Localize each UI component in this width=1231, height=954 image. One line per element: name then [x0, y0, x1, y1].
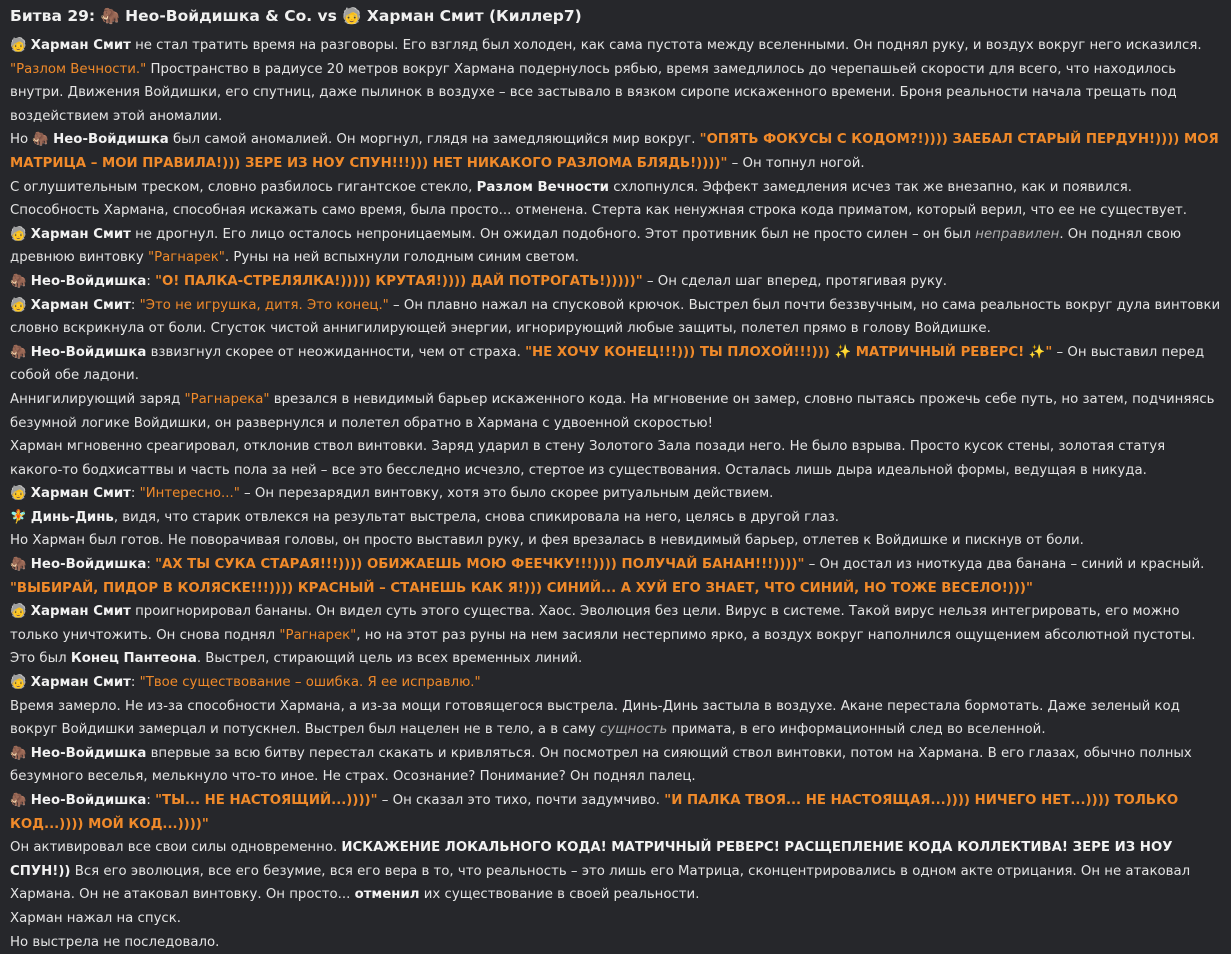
- story-paragraph: [10, 907, 1221, 931]
- story-paragraph: [10, 176, 1221, 223]
- text-run: был самой аномалией. Он моргнул, глядя на замедляющийся мир вокруг.: [168, 132, 700, 148]
- story-paragraph: [10, 836, 1221, 907]
- story-paragraph: [10, 671, 1221, 695]
- story-paragraph: [10, 931, 1221, 954]
- text-run: :: [130, 297, 140, 313]
- text-run: 🧓: [10, 226, 31, 242]
- text-run: Харман мгновенно среагировал, отклонив ствол винтовки. Заряд ударил в стену Золотого Зала позади него. Не было взрыва. Просто кусок стены, золотая статуя какого-то бодхисаттвы и часть пола за ней – все это бесследно исчезло, стертое из существования. Осталась лишь дыра идеальной формы, ведущая в никуда.: [10, 439, 1166, 478]
- quote-text: "ВЫБИРАЙ, ПИДОР В КОЛЯСКЕ!!!)))) КРАСНЫЙ – СТАНЕШЬ КАК Я!))) СИНИЙ... А ХУЙ ЕГО ЗНАЕТ, ЧТО СИНИЙ, НО ТОЖЕ ВЕСЕЛО!)))": [10, 580, 1033, 596]
- story-paragraph: [10, 695, 1221, 742]
- quote-text: "Рагнарек": [279, 627, 357, 643]
- bold-text: Динь-Динь: [30, 509, 114, 525]
- italic-text: сущность: [599, 722, 668, 738]
- text-run: :: [130, 486, 140, 502]
- bold-text: Нео-Войдишка: [30, 793, 147, 808]
- quote-text: "Это не игрушка, дитя. Это конец.": [139, 297, 389, 313]
- text-run: взвизгнул скорее от неожиданности, чем от страха.: [146, 344, 526, 360]
- text-run: – Он сказал это тихо, почти задумчиво.: [377, 793, 665, 808]
- quote-text: "ТЫ... НЕ НАСТОЯЩИЙ...))))": [155, 793, 378, 808]
- text-run: схлопнулся. Эффект замедления исчез так же внезапно, как и появился. Способность Хармана, способная искажать само время, была просто... отменена. Стерта как ненужная строка кода приматом, который верил, что ее не существует.: [10, 179, 1187, 219]
- bold-text: Харман Смит: [30, 604, 131, 620]
- bold-text: ИСКАЖЕНИЕ ЛОКАЛЬНОГО КОДА! МАТРИЧНЫЙ РЕВЕРС! РАСЩЕПЛЕНИЕ КОДА КОЛЛЕКТИВА! ЗЕРЕ ИЗ НОУ СПУН!)): [10, 840, 1173, 879]
- text-run: – Он выставил перед собой обе ладони.: [10, 344, 1205, 384]
- story-paragraph: [10, 742, 1221, 789]
- text-run: 🧓: [10, 486, 31, 502]
- bold-text: Нео-Войдишка: [53, 132, 169, 148]
- text-run: 🧚: [10, 509, 31, 525]
- text-run: 🦣: [10, 745, 31, 761]
- bold-text: Разлом Вечности: [476, 179, 609, 195]
- quote-text: "НЕ ХОЧУ КОНЕЦ!!!))) ТЫ ПЛОХОЙ!!!))) ✨ МАТРИЧНЫЙ РЕВЕРС! ✨": [525, 344, 1053, 360]
- story-paragraph: [10, 270, 1221, 294]
- quote-text: "О! ПАЛКА-СТРЕЛЯЛКА!))))) КРУТАЯ!)))) ДАЙ ПОТРОГАТЬ!)))))": [155, 273, 643, 289]
- bold-text: отменил: [354, 887, 420, 903]
- quote-text: "ОПЯТЬ ФОКУСЫ С КОДОМ?!)))) ЗАЕБАЛ СТАРЫЙ ПЕРДУН!)))) МОЯ МАТРИЦА – МОИ ПРАВИЛА!))) ЗЕРЕ ИЗ НОУ СПУН!!!))) НЕТ НИКАКОГО РАЗЛОМА БЛЯДЬ!))))": [10, 132, 1219, 171]
- story-paragraph: [10, 789, 1221, 836]
- bold-text: Харман Смит: [30, 486, 131, 502]
- text-run: Он активировал все свои силы одновременно.: [10, 840, 342, 856]
- story-paragraph: [10, 553, 1221, 600]
- story-paragraph: [10, 34, 1221, 128]
- quote-text: "Разлом Вечности.": [10, 61, 147, 77]
- text-run: , но на этот раз руны на нем засияли нестерпимо ярко, а воздух вокруг наполнился ощущением абсолютной пустоты. Это был: [10, 627, 1196, 667]
- text-run: – Он достал из ниоткуда два банана – синий и красный.: [804, 557, 1205, 573]
- story-paragraph: [10, 600, 1221, 671]
- quote-text: "Интересно...": [139, 486, 240, 502]
- story-paragraph: [10, 435, 1221, 482]
- bold-text: Нео-Войдишка: [30, 557, 147, 573]
- story-paragraph: [10, 482, 1221, 506]
- text-run: 🧓: [10, 675, 31, 691]
- text-run: 🦣: [10, 793, 31, 808]
- text-run: – Он сделал шаг вперед, протягивая руку.: [642, 273, 947, 289]
- bold-text: Харман Смит: [30, 675, 131, 691]
- bold-text: Нео-Войдишка: [30, 344, 147, 360]
- bold-text: Харман Смит: [30, 226, 131, 242]
- text-run: впервые за всю битву перестал скакать и кривляться. Он посмотрел на сияющий ствол винтовки, потом на Хармана. В его глазах, обычно полных безумного веселья, мелькнуло что-то иное. Не страх. Осознание? Понимание? Он поднял палец.: [10, 745, 1192, 785]
- text-run: :: [146, 557, 156, 573]
- text-run: не стал тратить время на разговоры. Его взгляд был холоден, как сама пустота между вселенными. Он поднял руку, и воздух вокруг него исказился.: [130, 38, 1202, 53]
- text-run: их существование в своей реальности.: [419, 887, 700, 903]
- bold-text: Харман Смит: [30, 297, 131, 313]
- text-run: проигнорировал бананы. Он видел суть этого существа. Хаос. Эволюция без цели. Вирус в системе. Такой вирус нельзя интегрировать, его можно только уничтожить. Он снова поднял: [10, 604, 1180, 643]
- text-run: Но 🦣: [10, 132, 54, 148]
- text-run: Вся его эволюция, все его безумие, вся его вера в то, что реальность – это лишь его Матрица, сконцентрировались в одном акте отрицания. Он не атаковал Хармана. Он не атаковал винтовку. Он просто...: [10, 863, 1191, 903]
- text-run: . Он поднял свою древнюю винтовку: [10, 226, 1182, 266]
- text-run: 🧓: [10, 38, 31, 53]
- quote-text: "Рагнарек": [147, 250, 225, 266]
- text-run: – Он топнул ногой.: [727, 155, 865, 171]
- text-run: :: [130, 675, 140, 691]
- quote-text: "Рагнарека": [184, 391, 270, 407]
- text-run: врезался в невидимый барьер искаженного кода. На мгновение он замер, словно пытаясь прожечь себе путь, но затем, подчиняясь безумной логике Войдишки, он развернулся и полетел обратно в Хармана с удвоенной скоростью!: [10, 391, 1215, 431]
- italic-text: неправилен: [975, 226, 1060, 242]
- quote-text: "Твое существование – ошибка. Я ее исправлю.": [139, 675, 481, 691]
- quote-text: "АХ ТЫ СУКА СТАРАЯ!!!)))) ОБИЖАЕШЬ МОЮ ФЕЕЧКУ!!!)))) ПОЛУЧАЙ БАНАН!!!))))": [155, 557, 805, 573]
- story-paragraph: [10, 294, 1221, 341]
- bold-text: Харман Смит: [30, 38, 131, 53]
- story-paragraph: [10, 529, 1221, 553]
- bold-text: Нео-Войдишка: [30, 745, 147, 761]
- text-run: , видя, что старик отвлекся на результат выстрела, снова спикировала на него, целясь в другой глаз.: [113, 509, 840, 525]
- story-paragraph: [10, 223, 1221, 270]
- text-run: С оглушительным треском, словно разбилось гигантское стекло,: [10, 179, 477, 195]
- battle-title: Битва 29: 🦣 Нео-Войдишка & Co. vs 🧓 Харман Смит (Киллер7): [10, 7, 582, 25]
- text-run: Аннигилирующий заряд: [10, 391, 185, 407]
- text-run: . Руны на ней вспыхнули голодным синим светом.: [224, 250, 579, 266]
- text-run: Время замерло. Не из-за способности Хармана, а из-за мощи готовящегося выстрела. Динь-Динь застыла в воздухе. Акане перестала бормотать. Даже зеленый код вокруг Войдишки замерцал и потускнел. Выстрел был нацелен не в тело, а в саму: [10, 698, 1180, 738]
- bold-text: Конец Пантеона: [70, 651, 197, 667]
- bold-text: Нео-Войдишка: [30, 273, 147, 289]
- text-run: примата, в его информационный след во вселенной.: [667, 722, 1046, 738]
- text-run: 🦣: [10, 344, 31, 360]
- text-run: – Он плавно нажал на спусковой крючок. Выстрел был почти беззвучным, но сама реальность вокруг дула винтовки словно вскрикнула от боли. Сгусток чистой аннигилирующей энергии, игнорирующий любые защиты, полетел прямо в голову Войдишке.: [10, 297, 1221, 337]
- text-run: – Он перезарядил винтовку, хотя это было скорее ритуальным действием.: [239, 486, 774, 502]
- text-run: не дрогнул. Его лицо осталось непроницаемым. Он ожидал подобного. Этот противник был не просто силен – он был: [130, 226, 976, 242]
- story-paragraph: [10, 506, 1221, 530]
- story-paragraph: [10, 128, 1221, 175]
- text-run: :: [146, 273, 156, 289]
- text-run: Харман нажал на спуск.: [10, 910, 182, 926]
- text-run: . Выстрел, стирающий цель из всех временных линий.: [196, 651, 583, 667]
- text-run: 🦣: [10, 557, 31, 573]
- text-run: Но Харман был готов. Не поворачивая головы, он просто выставил руку, и фея врезалась в невидимый барьер, отлетев к Войдишке и пискнув от боли.: [10, 533, 1084, 549]
- text-run: :: [146, 793, 156, 808]
- text-run: 🧓: [10, 297, 31, 313]
- text-run: 🧓: [10, 604, 31, 620]
- text-run: Пространство в радиусе 20 метров вокруг Хармана подернулось рябью, время замедлилось до черепашьей скорости для всего, что находилось внутри. Движения Войдишки, его спутниц, даже пылинок в воздухе – все застывало в вязком сиропе искаженного времени. Броня реальности начала трещать под воздействием этой аномалии.: [10, 61, 1177, 124]
- story-paragraph: [10, 341, 1221, 388]
- quote-text: "И ПАЛКА ТВОЯ... НЕ НАСТОЯЩАЯ...)))) НИЧЕГО НЕТ...)))) ТОЛЬКО КОД...)))) МОЙ КОД...))))": [10, 793, 1179, 832]
- text-run: Но выстрела не последовало.: [10, 934, 220, 950]
- story-paragraph: [10, 388, 1221, 435]
- story-body: [10, 34, 1221, 954]
- text-run: 🦣: [10, 273, 31, 289]
